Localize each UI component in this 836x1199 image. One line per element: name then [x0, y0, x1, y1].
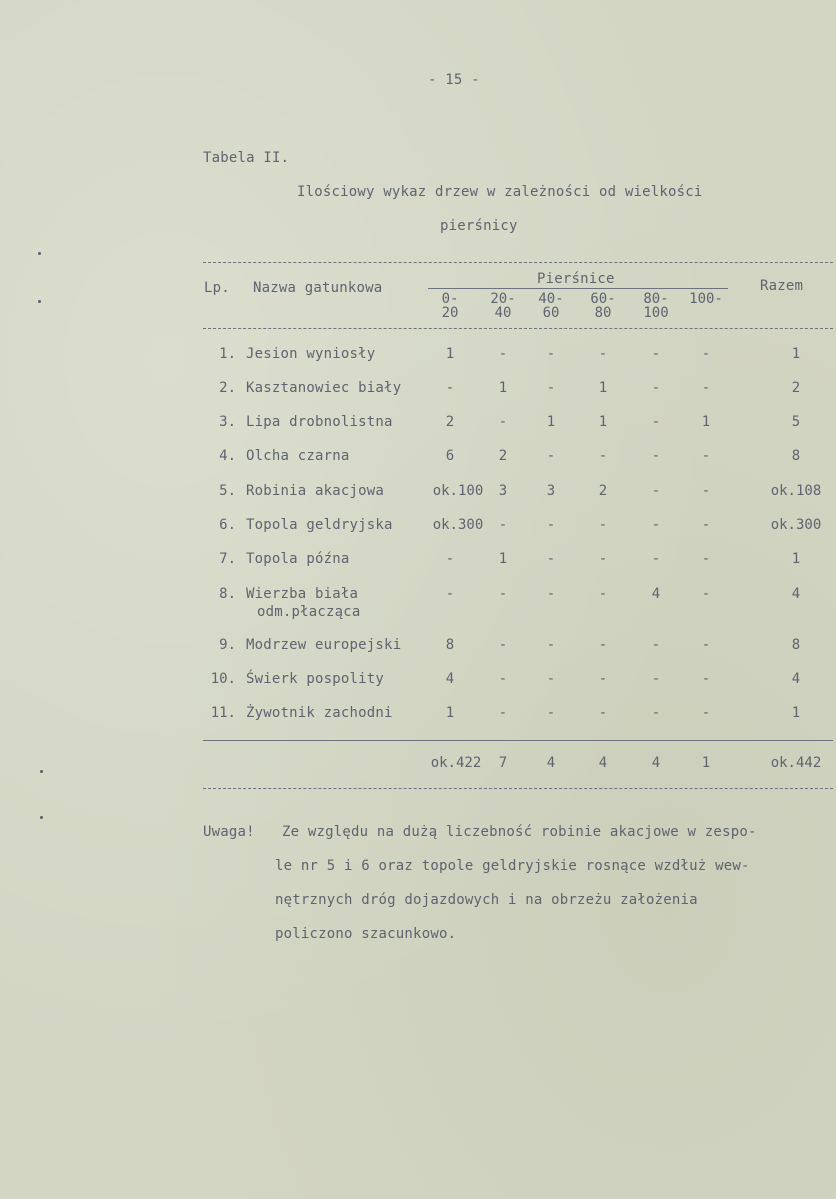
- count-cell: -: [651, 551, 661, 567]
- column-total: 1: [701, 755, 711, 771]
- count-cell: 4: [445, 671, 455, 687]
- count-cell: -: [651, 483, 661, 499]
- note-label: Uwaga!: [203, 824, 255, 840]
- count-cell: -: [546, 380, 556, 396]
- table-label: Tabela II.: [203, 150, 290, 166]
- row-total: 8: [791, 448, 801, 464]
- header-range-end: 80: [594, 305, 612, 321]
- count-cell: -: [701, 448, 711, 464]
- column-total: 4: [651, 755, 661, 771]
- count-cell: 2: [598, 483, 608, 499]
- header-lp: Lp.: [204, 280, 230, 296]
- row-total: ok.300: [770, 517, 822, 533]
- note-line1: Ze względu na dużą liczebność robinie akacjowe w zespo-: [282, 824, 757, 840]
- header-range-end: 40: [494, 305, 512, 321]
- header-range-end: 20: [441, 305, 459, 321]
- margin-mark: [38, 300, 41, 303]
- count-cell: -: [651, 346, 661, 362]
- header-range-start: 80-: [643, 291, 669, 307]
- totals-bottom-rule: [203, 788, 833, 789]
- count-cell: -: [546, 551, 556, 567]
- row-number: 5.: [219, 483, 236, 499]
- species-name: Lipa drobnolistna: [246, 414, 393, 430]
- count-cell: -: [445, 551, 455, 567]
- header-range-start: 40-: [538, 291, 564, 307]
- count-cell: 1: [598, 380, 608, 396]
- count-cell: -: [598, 551, 608, 567]
- count-cell: ok.300: [432, 517, 484, 533]
- row-total: ok.108: [770, 483, 822, 499]
- header-range-start: 60-: [590, 291, 616, 307]
- header-range-end: 100: [643, 305, 669, 321]
- count-cell: -: [701, 637, 711, 653]
- count-cell: -: [546, 637, 556, 653]
- species-name: Kasztanowiec biały: [246, 380, 402, 396]
- row-number: 2.: [219, 380, 236, 396]
- row-total: 1: [791, 551, 801, 567]
- count-cell: -: [498, 671, 508, 687]
- row-total: 5: [791, 414, 801, 430]
- row-total: 1: [791, 705, 801, 721]
- row-total: 4: [791, 586, 801, 602]
- count-cell: -: [598, 448, 608, 464]
- count-cell: -: [651, 414, 661, 430]
- count-cell: -: [651, 637, 661, 653]
- row-number: 7.: [219, 551, 236, 567]
- species-name: Topola geldryjska: [246, 517, 393, 533]
- count-cell: -: [651, 448, 661, 464]
- header-range-end: 60: [542, 305, 560, 321]
- table-title-line2: pierśnicy: [440, 218, 518, 234]
- count-cell: 2: [445, 414, 455, 430]
- count-cell: -: [546, 705, 556, 721]
- count-cell: 8: [445, 637, 455, 653]
- count-cell: -: [651, 671, 661, 687]
- page-number: - 15 -: [428, 72, 480, 88]
- species-name: Topola późna: [246, 551, 350, 567]
- row-number: 1.: [219, 346, 236, 362]
- species-variety: odm.płacząca: [257, 604, 361, 620]
- column-total: 4: [598, 755, 608, 771]
- row-number: 6.: [219, 517, 236, 533]
- count-cell: -: [546, 346, 556, 362]
- count-cell: 3: [498, 483, 508, 499]
- count-cell: 6: [445, 448, 455, 464]
- species-name: Wierzba biała: [246, 586, 359, 602]
- margin-mark: [40, 770, 43, 773]
- row-total: 2: [791, 380, 801, 396]
- count-cell: -: [701, 671, 711, 687]
- count-cell: -: [598, 637, 608, 653]
- row-number: 9.: [219, 637, 236, 653]
- count-cell: 4: [651, 586, 661, 602]
- count-cell: -: [598, 346, 608, 362]
- column-total: 4: [546, 755, 556, 771]
- count-cell: -: [701, 586, 711, 602]
- count-cell: -: [546, 448, 556, 464]
- header-total: Razem: [760, 278, 804, 294]
- count-cell: -: [701, 346, 711, 362]
- species-name: Olcha czarna: [246, 448, 350, 464]
- row-total: 8: [791, 637, 801, 653]
- count-cell: -: [598, 705, 608, 721]
- row-number: 3.: [219, 414, 236, 430]
- count-cell: -: [498, 637, 508, 653]
- count-cell: 1: [546, 414, 556, 430]
- count-cell: -: [498, 517, 508, 533]
- count-cell: -: [701, 517, 711, 533]
- count-cell: -: [701, 705, 711, 721]
- margin-mark: [40, 816, 43, 819]
- table-top-rule: [203, 262, 833, 263]
- count-cell: -: [498, 705, 508, 721]
- header-species-name: Nazwa gatunkowa: [253, 280, 383, 296]
- row-total: 4: [791, 671, 801, 687]
- totals-top-rule: [203, 740, 833, 741]
- grand-total: ok.442: [770, 755, 822, 771]
- species-name: Żywotnik zachodni: [246, 705, 393, 721]
- count-cell: -: [651, 380, 661, 396]
- count-cell: 1: [498, 380, 508, 396]
- count-cell: -: [651, 705, 661, 721]
- count-cell: -: [651, 517, 661, 533]
- species-name: Jesion wyniosły: [246, 346, 376, 362]
- row-number: 4.: [219, 448, 236, 464]
- species-name: Modrzew europejski: [246, 637, 402, 653]
- header-diameter-group: Pierśnice: [537, 271, 615, 287]
- count-cell: -: [701, 380, 711, 396]
- column-total: ok.422: [430, 755, 482, 771]
- count-cell: -: [546, 671, 556, 687]
- count-cell: -: [598, 671, 608, 687]
- count-cell: 1: [598, 414, 608, 430]
- column-total: 7: [498, 755, 508, 771]
- count-cell: -: [498, 586, 508, 602]
- count-cell: 1: [445, 346, 455, 362]
- note-line2: le nr 5 i 6 oraz topole geldryjskie rosnące wzdłuż wew-: [275, 858, 750, 874]
- count-cell: ok.100: [432, 483, 484, 499]
- count-cell: -: [546, 586, 556, 602]
- row-total: 1: [791, 346, 801, 362]
- count-cell: 2: [498, 448, 508, 464]
- count-cell: -: [445, 380, 455, 396]
- header-bottom-rule: [203, 328, 833, 329]
- count-cell: -: [445, 586, 455, 602]
- note-line4: policzono szacunkowo.: [275, 926, 457, 942]
- count-cell: -: [498, 346, 508, 362]
- count-cell: 3: [546, 483, 556, 499]
- count-cell: -: [701, 483, 711, 499]
- count-cell: -: [598, 517, 608, 533]
- row-number: 10.: [210, 671, 236, 687]
- table-title-line1: Ilościowy wykaz drzew w zależności od wielkości: [297, 184, 703, 200]
- header-range-start: 100-: [689, 291, 723, 307]
- margin-mark: [38, 252, 41, 255]
- row-number: 8.: [219, 586, 236, 602]
- header-range-start: 20-: [490, 291, 516, 307]
- count-cell: -: [598, 586, 608, 602]
- count-cell: -: [546, 517, 556, 533]
- species-name: Robinia akacjowa: [246, 483, 385, 499]
- species-name: Świerk pospolity: [246, 671, 385, 687]
- header-group-rule: [428, 288, 728, 289]
- count-cell: 1: [498, 551, 508, 567]
- count-cell: 1: [701, 414, 711, 430]
- header-range-start: 0-: [441, 291, 459, 307]
- note-line3: nętrznych dróg dojazdowych i na obrzeżu założenia: [275, 892, 698, 908]
- row-number: 11.: [210, 705, 236, 721]
- count-cell: 1: [445, 705, 455, 721]
- count-cell: -: [498, 414, 508, 430]
- count-cell: -: [701, 551, 711, 567]
